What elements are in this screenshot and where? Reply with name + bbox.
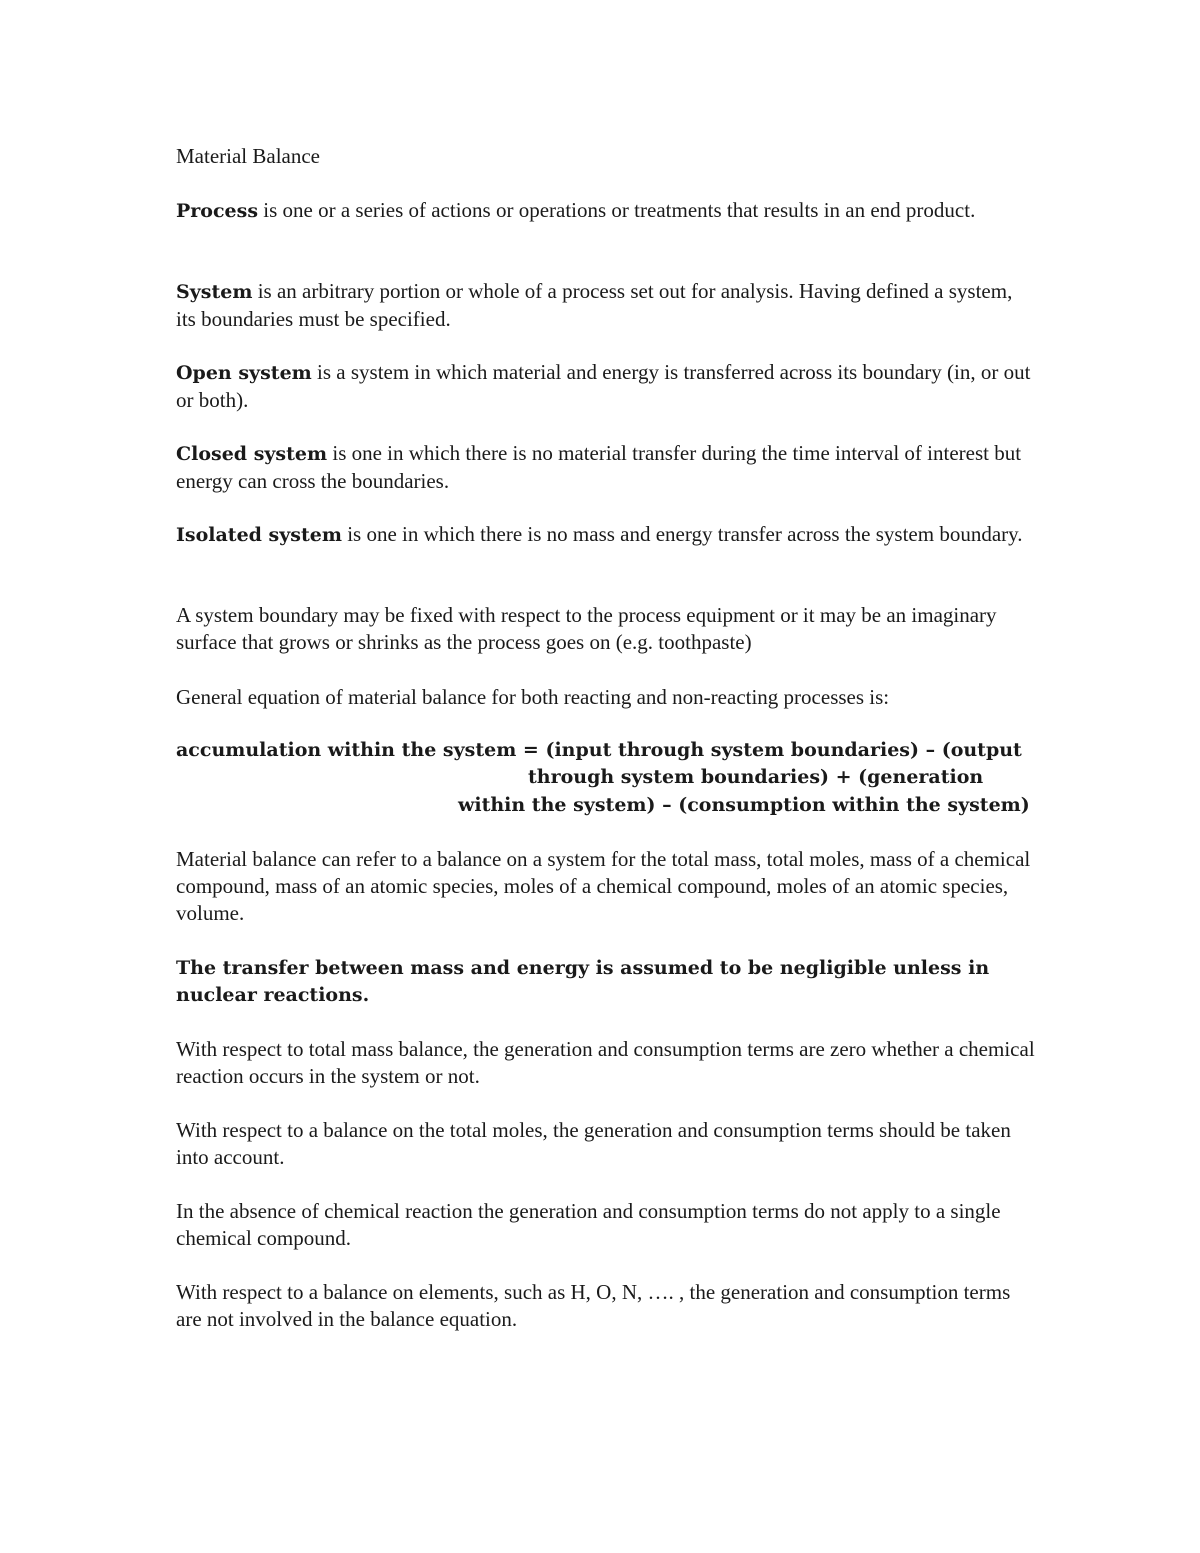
definition-term: Closed system — [176, 443, 328, 465]
definition-term: Isolated system — [176, 524, 342, 546]
total-moles-paragraph: With respect to a balance on the total moles, the generation and consumption terms should be taken into account. — [176, 1118, 1011, 1169]
definition-closed-system — [176, 440, 1036, 495]
equation-line-2: through system boundaries) + (generation — [528, 766, 984, 788]
definition-term: Open system — [176, 362, 312, 384]
equation-line-1: accumulation within the system = (input through system boundaries) – (output — [176, 739, 1022, 761]
definition-text: is one in which there is no material transfer during the time interval of interest but energy can cross the boundaries. — [176, 441, 1022, 493]
elements-paragraph: With respect to a balance on elements, such as H, O, N, …. , the generation and consumption terms are not involved in the balance equation. — [176, 1280, 1011, 1331]
definition-term: Process — [176, 200, 259, 222]
total-mass-paragraph: With respect to total mass balance, the generation and consumption terms are zero whether a chemical reaction occurs in the system or not. — [176, 1037, 1035, 1088]
definition-open-system — [176, 359, 1036, 414]
definition-process — [176, 197, 1036, 225]
mass-energy-note: The transfer between mass and energy is assumed to be negligible unless in nuclear reactions. — [176, 957, 990, 1006]
definition-text: is a system in which material and energy is transferred across its boundary (in, or out or both). — [176, 360, 1031, 412]
document-title: Material Balance — [176, 144, 321, 168]
definition-text: is an arbitrary portion or whole of a process set out for analysis. Having defined a system, its boundaries must be specified. — [176, 279, 1013, 331]
definition-term: System — [176, 281, 253, 303]
boundary-paragraph: A system boundary may be fixed with respect to the process equipment or it may be an imaginary surface that grows or shrinks as the process goes on (e.g. toothpaste) — [176, 603, 997, 654]
absence-reaction-paragraph: In the absence of chemical reaction the generation and consumption terms do not apply to a single chemical compound. — [176, 1199, 1001, 1250]
definition-isolated-system — [176, 521, 1036, 549]
equation-line-3: within the system) – (consumption within the system) — [458, 794, 1030, 816]
balance-refer-paragraph: Material balance can refer to a balance on a system for the total mass, total moles, mass of a chemical compound, mass of an atomic species, moles of a chemical compound, moles of an atomic species, volume. — [176, 847, 1031, 925]
general-equation-intro: General equation of material balance for both reacting and non-reacting processes is: — [176, 685, 890, 709]
definition-system — [176, 278, 1036, 333]
definition-text: is one or a series of actions or operations or treatments that results in an end product. — [258, 198, 976, 222]
definition-text: is one in which there is no mass and energy transfer across the system boundary. — [341, 522, 1023, 546]
